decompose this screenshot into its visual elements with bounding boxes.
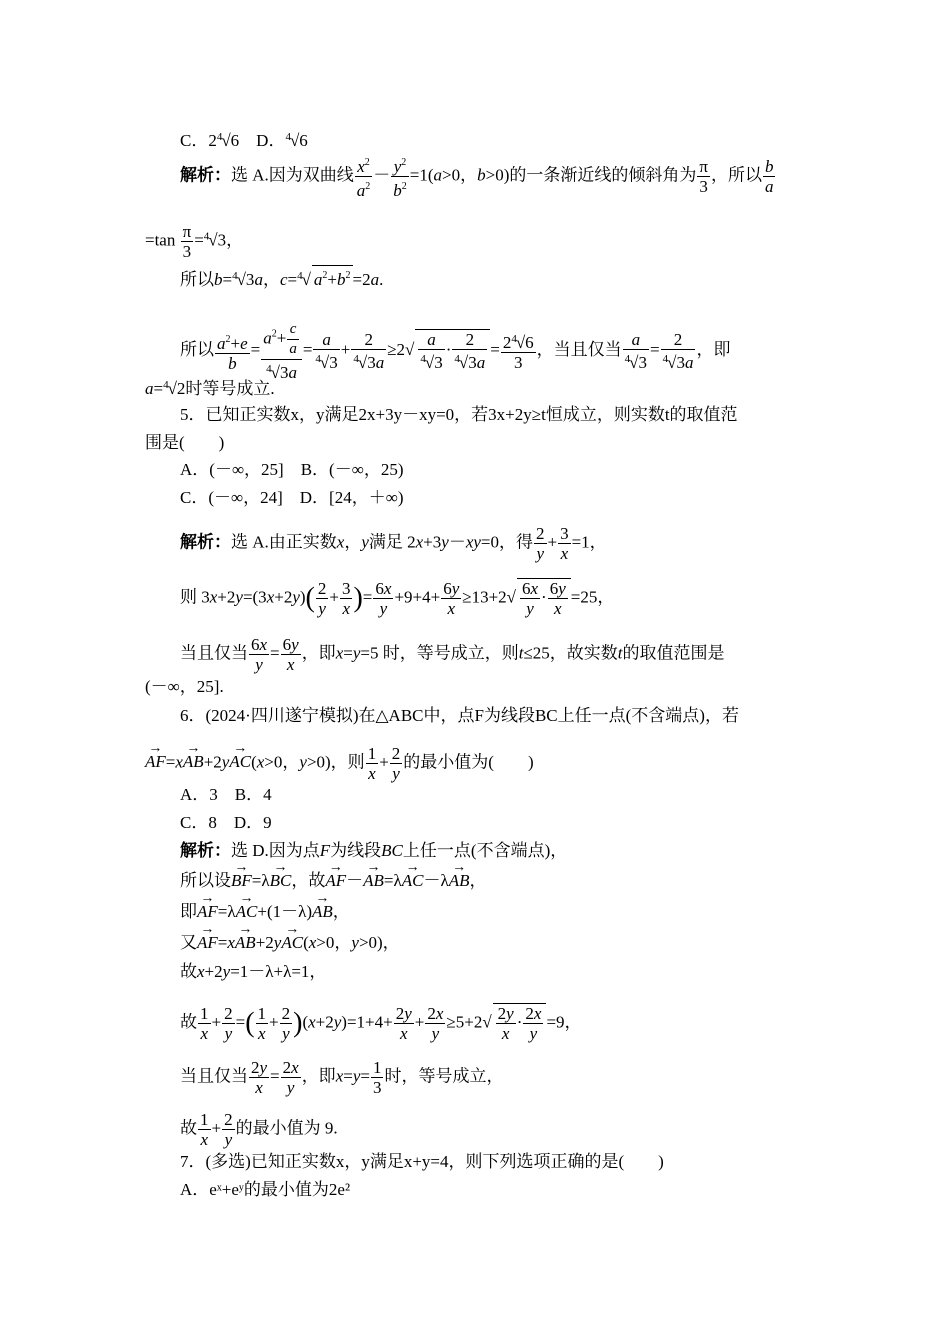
question-6-stem-cont: → AF=x→ AB+2y→ AC(x>0，y>0)，则 $\frac{1}{x}$ + $\frac{2}{y}$ 的最小值为( ) bbox=[145, 744, 534, 783]
question-6-options-ab: A．3 B．4 bbox=[180, 785, 272, 804]
solution-6-line-8: 故 $\frac{1}{x}$ + $\frac{2}{y}$ 的最小值为 9. bbox=[180, 1110, 338, 1149]
solution-6-line-3: 即→ AF=λ→ AC+(1－λ)→ AB， bbox=[180, 902, 350, 922]
solution-6-line-6: 故 $\frac{1}{x}$ + $\frac{2}{y}$ =( $\frac{1}{x}$ + $\frac{2}{y}$ )(x+2y)=1+4+ $\frac{2y}{x}$ + $\frac{2x}{y}$ ≥5+2√ $\frac{2y}{x}$ · $\frac{2x}{y}$ =9， bbox=[180, 1004, 582, 1043]
solution-label: 解析： bbox=[180, 165, 231, 185]
question-5-stem-cont: 围是( ) bbox=[145, 433, 225, 452]
solution-4-line-3: 所以b=$^4$√3a，c=$^4$√ $a^2+b^2 =2a$. bbox=[180, 265, 383, 290]
solution-6-line-4: 又→ AF=x→ AB+2y→ AC(x>0，y>0)， bbox=[180, 933, 400, 953]
solution-6-line-5: 故x+2y=1－λ+λ=1， bbox=[180, 962, 327, 981]
solution-5-line-4: (－∞，25]. bbox=[145, 677, 224, 696]
option-line-c-d: C．$2^4√6$ D．$^4$√6 bbox=[180, 131, 308, 150]
solution-6-line-7: 当且仅当 $\frac{2y}{x}$ = $\frac{2x}{y}$ ，即x=y= $\frac{1}{3}$ 时，等号成立， bbox=[180, 1058, 504, 1097]
question-7-option-a: A．eˣ+eʸ的最小值为2e² bbox=[180, 1180, 351, 1199]
solution-6-line-1: 解析：选 D.因为点F为线段BC上任一点(不含端点)， bbox=[180, 841, 568, 860]
question-5-stem: 5．已知正实数x，y满足2x+3y－xy=0，若3x+2y≥t恒成立，则实数t的取值范 bbox=[180, 405, 738, 424]
solution-5-line-1: 解析：选 A.由正实数x，y满足 2x+3y－xy=0，得 $\frac{2}{y}$ + $\frac{3}{x}$ =1， bbox=[180, 524, 607, 563]
solution-4-line-4: 所以 $\frac{a^2+e}{b}$ = $a^2+$ $\frac{c}{a}$ $^4$√3a = $\frac{a}{^4√3}$ + $\frac{2}{^4√3a}$ ≥2√ $\frac{a}{^4√3}$ · $\frac{2}{^4√3a}$ = $\frac{2^4√6}{3}$ ，当且仅当 $\frac{a}{^4√3}$ = $\frac{2}{^4√3a}$ ，即 bbox=[180, 321, 731, 382]
question-6-stem: 6．(2024·四川遂宁模拟)在△ABC中，点F为线段BC上任一点(不含端点)，若 bbox=[180, 706, 739, 725]
solution-4-line-5: a=$^4$√2时等号成立. bbox=[145, 379, 275, 398]
solution-4-line-2: =tan $\frac{\pi}{3}$ =$^4$√3， bbox=[145, 222, 244, 261]
solution-5-line-2: 则 3x+2y=(3x+2y)( $\frac{2}{y}$ + $\frac{3}{x}$ )= $\frac{6x}{y}$ +9+4+ $\frac{6y}{x}$ ≥13+2√ $\frac{6x}{y}$ · $\frac{6y}{x}$ =25， bbox=[180, 579, 615, 618]
question-5-options-cd: C．(－∞，24] D．[24，＋∞) bbox=[180, 488, 404, 507]
question-6-options-cd: C．8 D．9 bbox=[180, 813, 272, 832]
solution-6-line-2: 所以设→ BF=λ→ BC，故→ AF－→ AB=λ→ AC－λ→ AB， bbox=[180, 871, 487, 891]
solution-5-line-3: 当且仅当 $\frac{6x}{y}$ = $\frac{6y}{x}$ ，即x=y=5 时，等号成立，则t≤25，故实数t的取值范围是 bbox=[180, 635, 725, 674]
question-5-options-ab: A．(－∞，25] B．(－∞，25) bbox=[180, 460, 404, 479]
solution-4-line-1: 解析：选 A.因为双曲线 $\frac{x^2}{a^2}$ － $\frac{y^2}{b^2}$ =1(a>0，b>0)的一条渐近线的倾斜角为 $\frac{\pi}{3}$ ，所以 $\frac{b}{a}$ bbox=[180, 153, 776, 200]
question-7-stem: 7．(多选)已知正实数x，y满足x+y=4，则下列选项正确的是( ) bbox=[180, 1152, 664, 1171]
